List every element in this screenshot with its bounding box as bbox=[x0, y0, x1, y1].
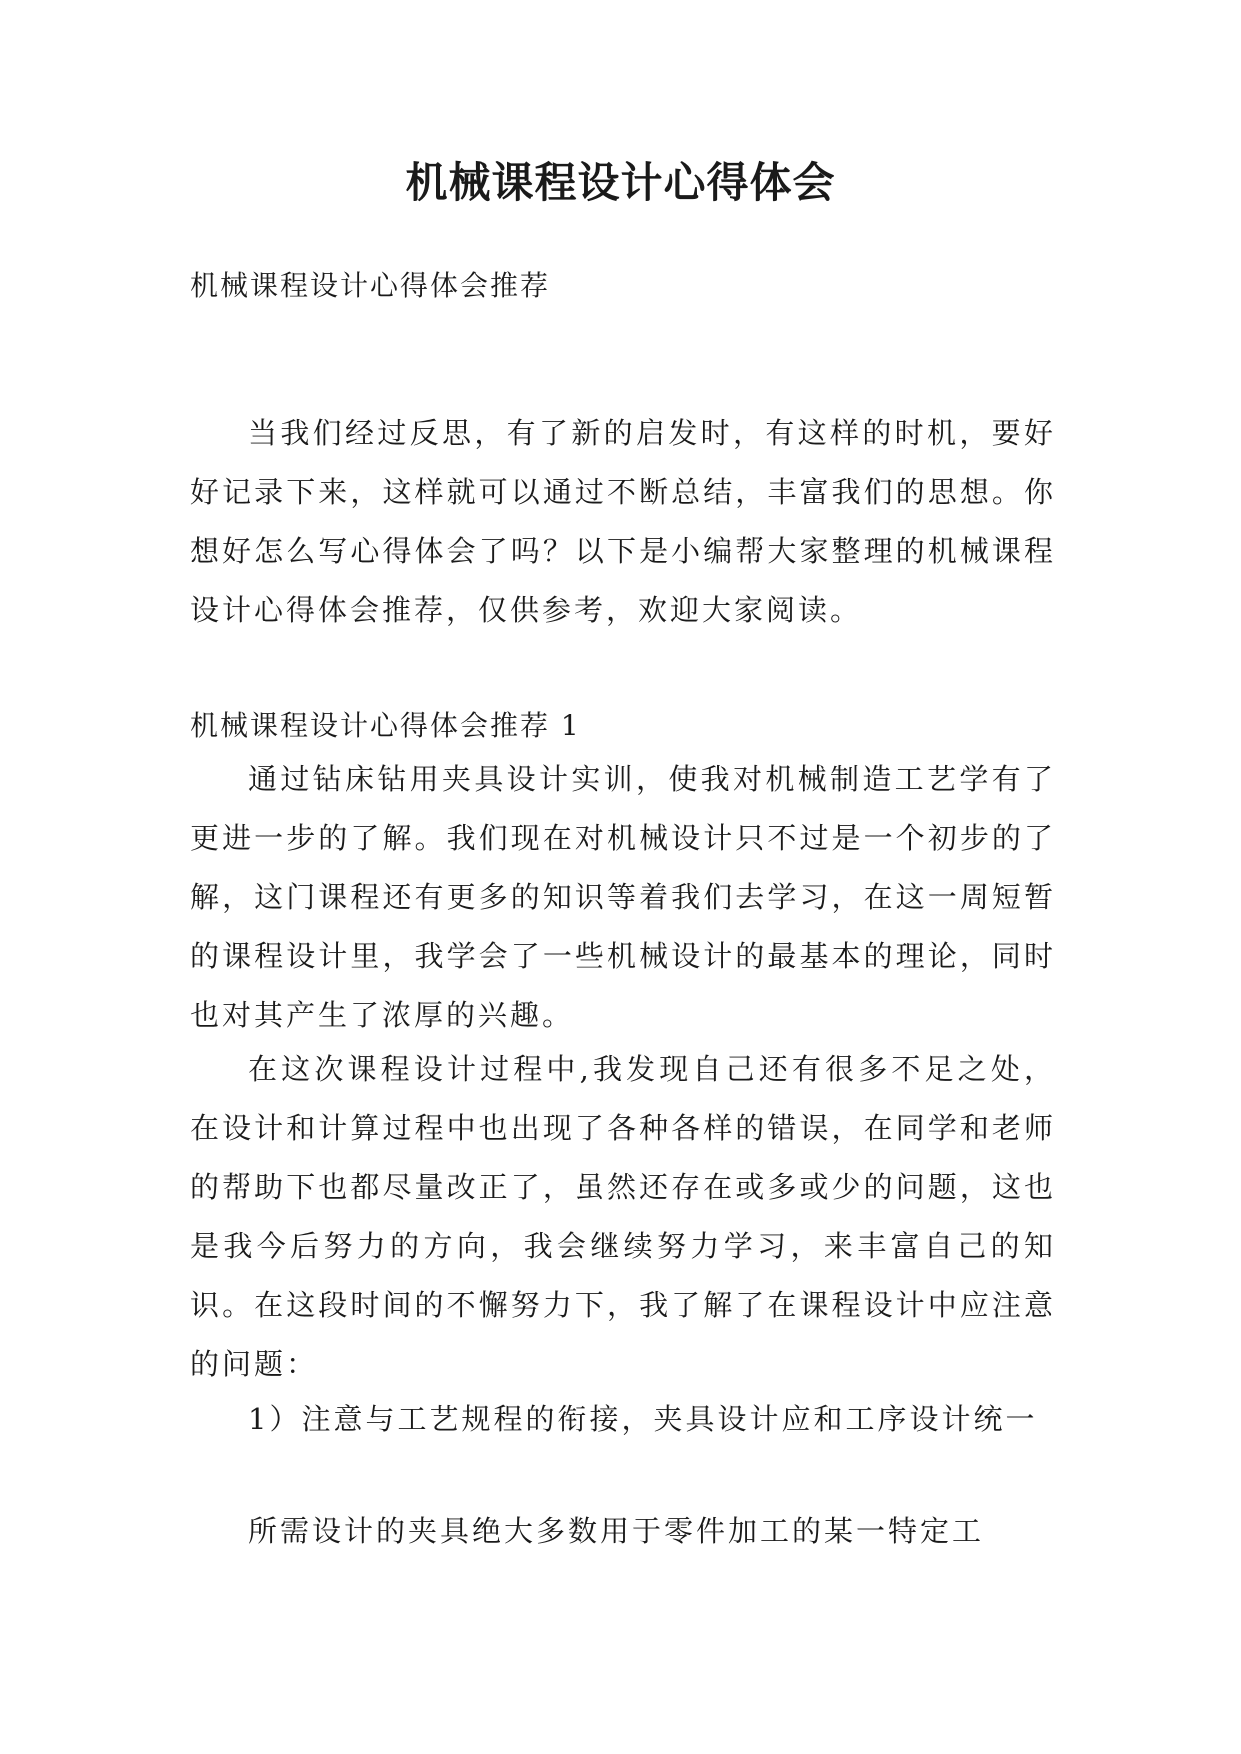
intro-paragraph: 当我们经过反思，有了新的启发时，有这样的时机，要好好记录下来，这样就可以通过不断总结，丰富我们的思想。你想好怎么写心得体会了吗？以下是小编帮大家整理的机械课程设计心得体会推荐，仅供参考，欢迎大家阅读。 bbox=[190, 416, 1056, 627]
document-subtitle: 机械课程设计心得体会推荐 bbox=[190, 269, 551, 302]
body-paragraph-4: 所需设计的夹具绝大多数用于零件加工的某一特定工 bbox=[248, 1514, 985, 1548]
body-paragraph-1: 通过钻床钻用夹具设计实训，使我对机械制造工艺学有了更进一步的了解。我们现在对机械设计只不过是一个初步的了解，这门课程还有更多的知识等着我们去学习，在这一周短暂的课程设计里，我学会了一些机械设计的最基本的理论，同时也对其产生了浓厚的兴趣。 bbox=[190, 762, 1056, 1032]
body-paragraph-3: 1）注意与工艺规程的衔接，夹具设计应和工序设计统一 bbox=[248, 1402, 1038, 1436]
section-heading: 机械课程设计心得体会推荐 1 bbox=[190, 709, 581, 742]
body-paragraph-2: 在这次课程设计过程中,我发现自己还有很多不足之处，在设计和计算过程中也出现了各种各样的错误，在同学和老师的帮助下也都尽量改正了，虽然还存在或多或少的问题，这也是我今后努力的方向，我会继续努力学习，来丰富自己的知识。在这段时间的不懈努力下，我了解了在课程设计中应注意的问题： bbox=[190, 1052, 1056, 1381]
document-title: 机械课程设计心得体会 bbox=[405, 158, 836, 207]
